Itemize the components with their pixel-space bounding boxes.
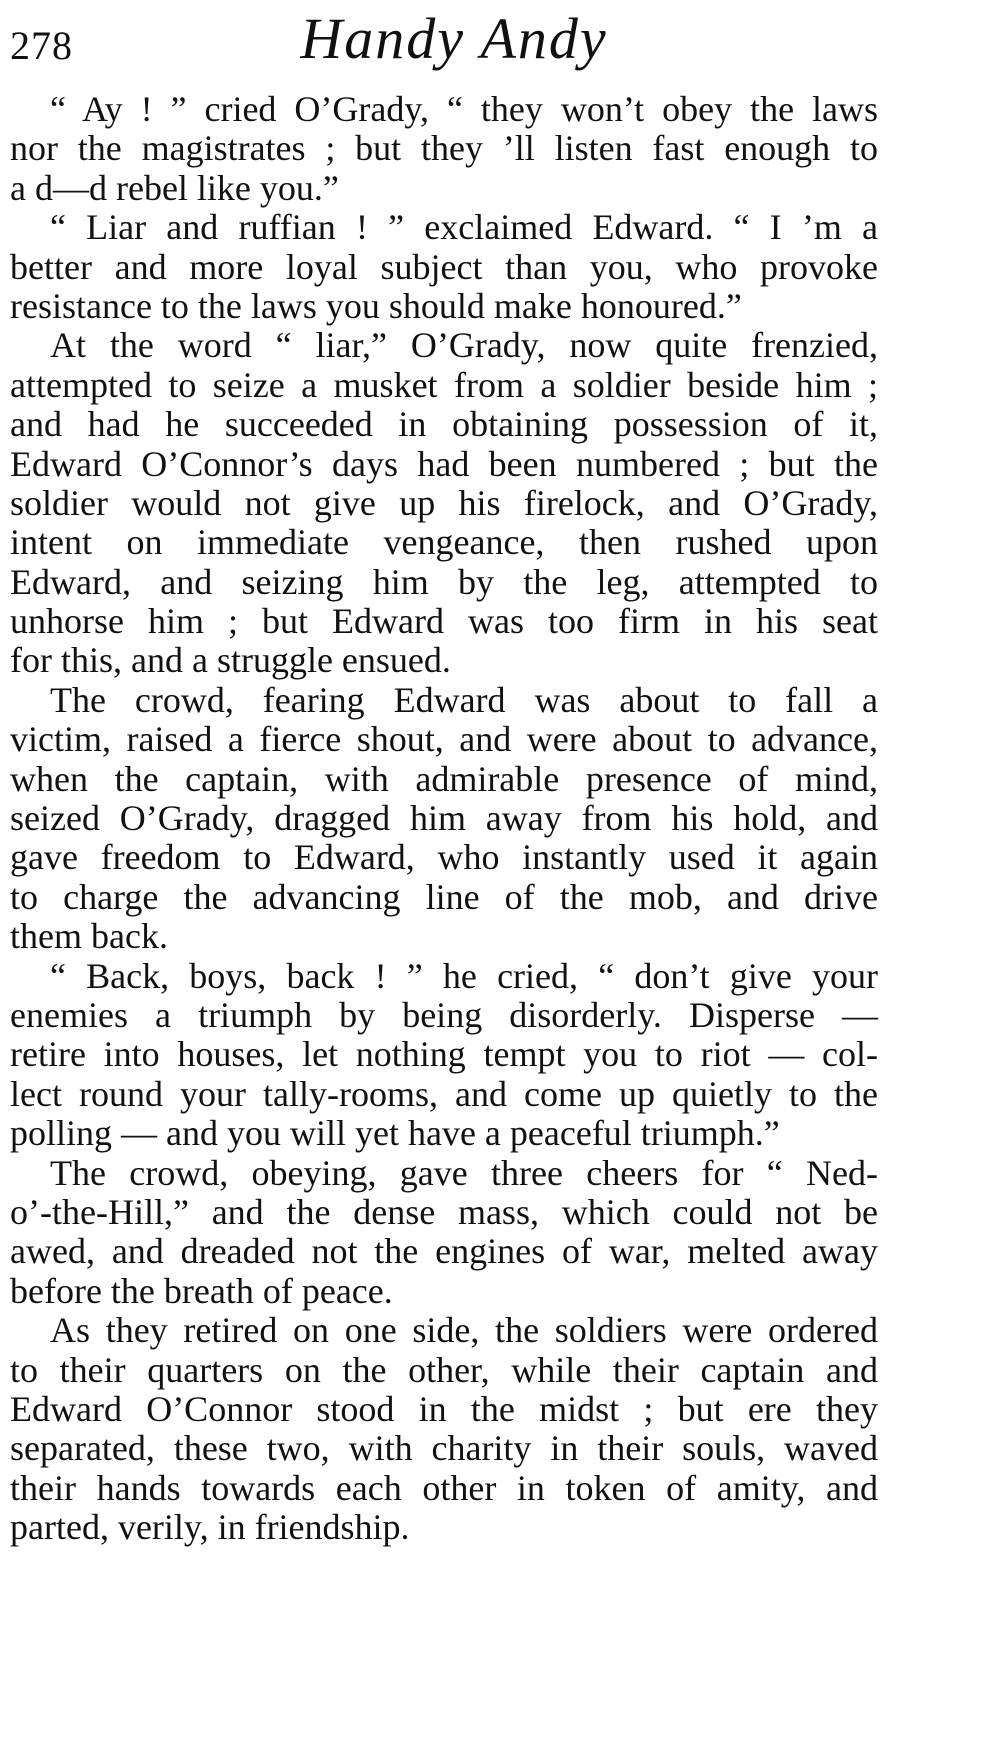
- text-line: Edward, and seizing him by the leg, attempted to: [10, 561, 878, 602]
- text-line: resistance to the laws you should make honoured.”: [10, 285, 742, 326]
- text-line: separated, these two, with charity in their souls, waved: [10, 1428, 878, 1469]
- body-text: [10, 90, 878, 1547]
- text-line: their hands towards each other in token of amity, and: [10, 1467, 878, 1508]
- text-line: Edward O’Connor stood in the midst ; but ere they: [10, 1388, 878, 1429]
- text-line: unhorse him ; but Edward was too firm in his seat: [10, 601, 878, 642]
- text-line: retire into houses, let nothing tempt you to riot — col-: [10, 1034, 878, 1075]
- text-line: to their quarters on the other, while their captain and: [10, 1349, 878, 1390]
- text-line: soldier would not give up his firelock, and O’Grady,: [10, 482, 878, 523]
- text-line: parted, verily, in friendship.: [10, 1507, 410, 1548]
- paragraph: [10, 326, 878, 681]
- text-line: victim, raised a fierce shout, and were about to advance,: [10, 719, 878, 760]
- text-line: o’-the-Hill,” and the dense mass, which could not be: [10, 1191, 878, 1232]
- running-title: Handy Andy: [300, 6, 608, 71]
- text-line: “ Back, boys, back ! ” he cried, “ don’t give your: [50, 955, 878, 996]
- text-line: seized O’Grady, dragged him away from his hold, and: [10, 798, 878, 839]
- text-line: intent on immediate vengeance, then rushed upon: [10, 522, 878, 563]
- text-line: better and more loyal subject than you, who provoke: [10, 246, 878, 287]
- text-line: polling — and you will yet have a peaceful triumph.”: [10, 1113, 780, 1154]
- text-line: gave freedom to Edward, who instantly used it again: [10, 837, 878, 878]
- text-line: a d—d rebel like you.”: [10, 167, 339, 208]
- text-line: nor the magistrates ; but they ’ll listen fast enough to: [10, 128, 878, 169]
- text-line: “ Ay ! ” cried O’Grady, “ they won’t obey the laws: [50, 89, 878, 129]
- text-line: Edward O’Connor’s days had been numbered ; but the: [10, 443, 878, 484]
- text-line: attempted to seize a musket from a soldier beside him ;: [10, 364, 878, 405]
- book-page: [10, 0, 878, 1760]
- paragraph: [10, 957, 878, 1154]
- text-line: when the captain, with admirable presence of mind,: [10, 758, 878, 799]
- page-number: 278: [10, 23, 73, 68]
- text-line: As they retired on one side, the soldiers were ordered: [50, 1310, 878, 1351]
- paragraph: [10, 681, 878, 957]
- text-line: lect round your tally-rooms, and come up quietly to the: [10, 1073, 878, 1114]
- text-line: before the breath of peace.: [10, 1270, 393, 1311]
- text-line: enemies a triumph by being disorderly. Disperse —: [10, 994, 878, 1035]
- page-header: [10, 0, 878, 90]
- paragraph: [10, 1154, 878, 1312]
- text-line: “ Liar and ruffian ! ” exclaimed Edward. “ I ’m a: [50, 207, 878, 248]
- text-line: and had he succeeded in obtaining possession of it,: [10, 404, 878, 445]
- paragraph: [10, 90, 878, 208]
- text-line: The crowd, obeying, gave three cheers for “ Ned-: [50, 1152, 878, 1193]
- text-line: for this, and a struggle ensued.: [10, 640, 451, 681]
- paragraph: [10, 1311, 878, 1547]
- text-line: awed, and dreaded not the engines of war, melted away: [10, 1231, 878, 1272]
- text-line: The crowd, fearing Edward was about to fall a: [50, 679, 878, 720]
- text-line: them back.: [10, 916, 168, 957]
- text-line: At the word “ liar,” O’Grady, now quite frenzied,: [50, 325, 878, 366]
- text-line: to charge the advancing line of the mob, and drive: [10, 876, 878, 917]
- paragraph: [10, 208, 878, 326]
